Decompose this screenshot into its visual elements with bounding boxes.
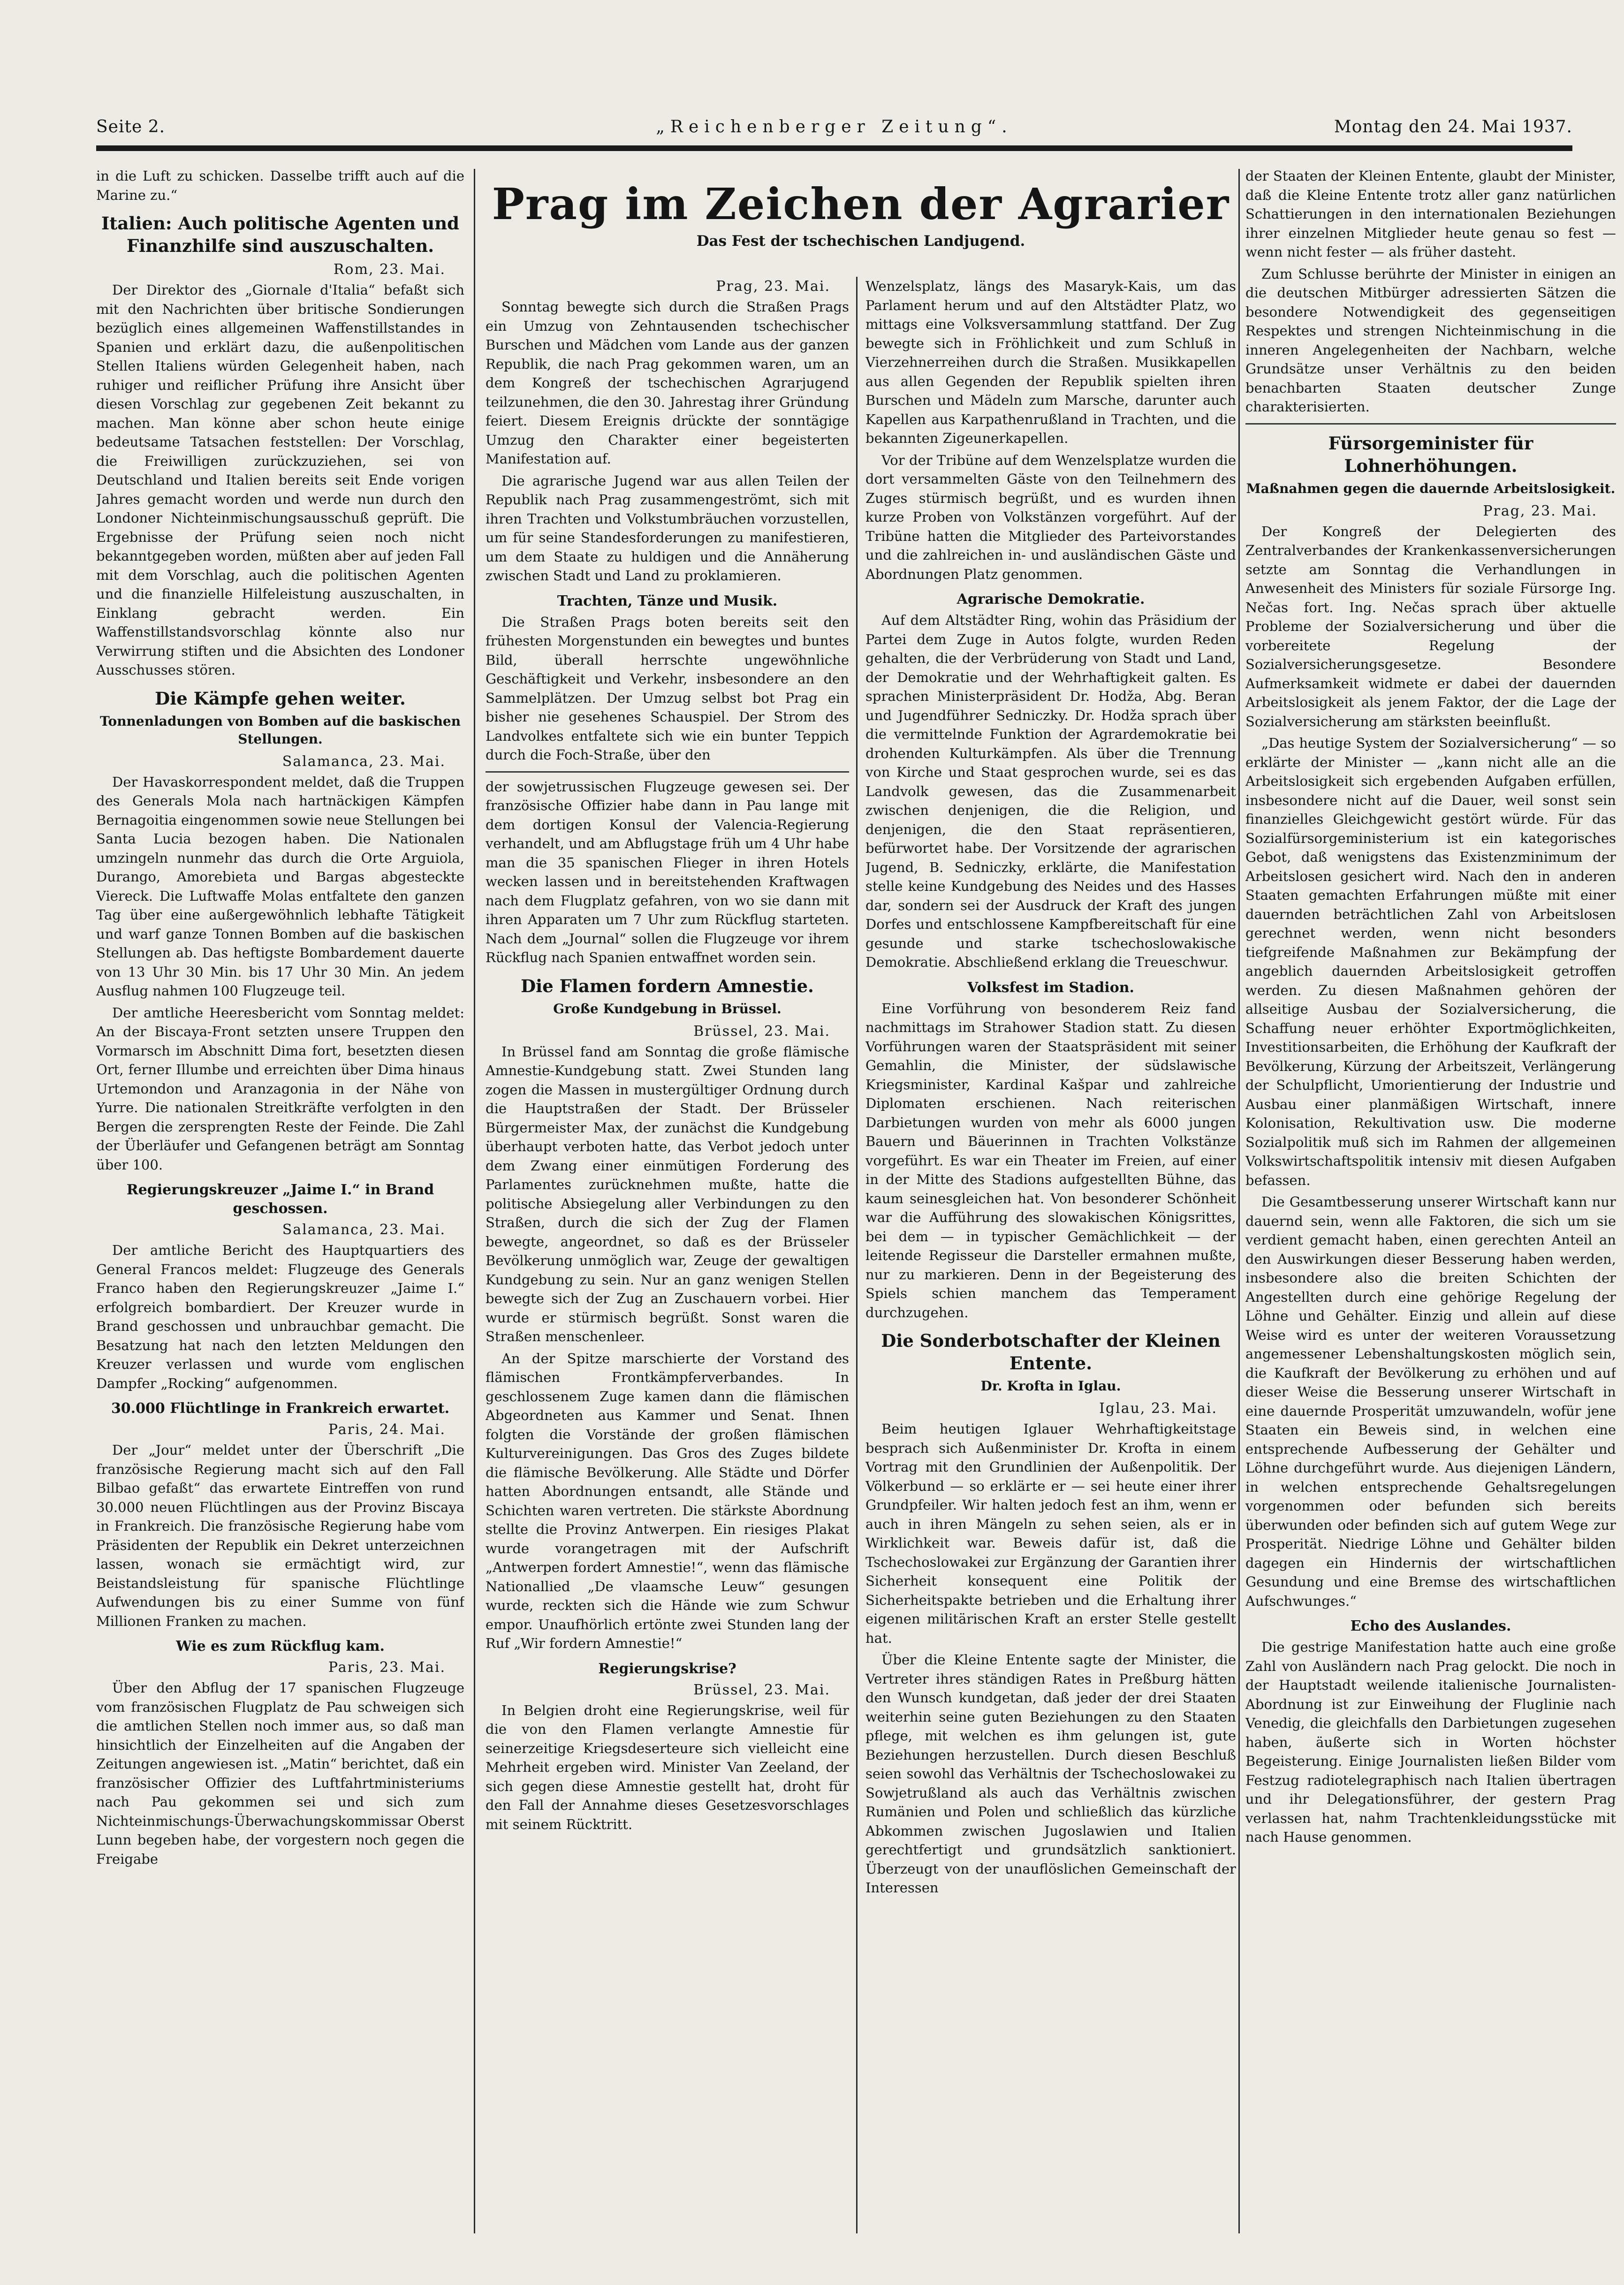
article-text: Über den Abflug der 17 spanischen Flugzeuge vom französischen Flugplatz de Pau schweigen sich die amtlichen Stellen noch immer aus, so daß man hinsichtlich der Einzelheiten auf die Angaben der Zeitungen angewiesen ist. „Matin“ berichtet, daß ein französischer Offizier des Luftfahrtministeriums nach Pau gekommen sei und sich zum Nichteinmischungs-Überwachungskommissar Oberst Lunn begeben habe, der vorgestern noch gegen die Freigabe	[96, 1680, 464, 1867]
headline-flemish: Die Flamen fordern Amnestie.	[521, 975, 814, 996]
section-rule	[1245, 423, 1616, 425]
header-rule	[96, 145, 1572, 151]
subheadline-foreign-echo: Echo des Auslandes.	[1350, 1618, 1511, 1634]
newspaper-name: „Reichenberger Zeitung“.	[656, 117, 1013, 137]
article-text: „Das heutige System der Sozialversicherung“ — so erklärte der Minister — „kann nicht alle an die Arbeitslosigkeit sich ergebenden Aufgaben erfüllen, insbesondere nicht auf die Dauer, weil sonst sein finanzielles Gleichgewicht gestört würde. Für das Sozialfürsorgeministerium ist ein kategorisches Gebot, daß wenigstens das Existenzminimum der Arbeitslosen gesichert wird. Nach den in anderen Staaten gemachten Erfahrungen müßte mit einer dauernden beträchtlichen Zahl von Arbeitslosen gerechnet werden, wenn nicht besonders tiefgreifende Maßnahmen zur Bekämpfung der angeblich dauernden Arbeitslosigkeit getroffen werden. Zu diesen Maßnahmen gehören der allseitige Ausbau der Sozialversicherung, die Schaffung neuer erhöhter Exportmöglichkeiten, Investitionsarbeiten, die Erhöhung der Kaufkraft der Bevölkerung, Kürzung der Arbeitszeit, Verlängerung der Schulpflicht, Umorientierung der Industrie und Ausbau einer planmäßigen Wirtschaft, innere Kolonisation, Rekultivation usw. Die moderne Sozialpolitik muß sich im Rahmen der allgemeinen Volkswirtschaftspolitik intensiv mit diesen Aufgaben befassen.	[1245, 735, 1616, 1188]
article-text: Vor der Tribüne auf dem Wenzelsplatze wurden die dort versammelten Gäste von den Teilnehmern des Zuges stürmisch begrüßt, und es wurden ihnen kurze Proben von Volkstänzen vorgeführt. Auf der Tribüne hatten die Mitglieder des Parteivorstandes und die zahlreichen in- und ausländischen Gäste und Abordnungen Platz genommen.	[865, 452, 1236, 582]
article-text: An der Spitze marschierte der Vorstand des flämischen Frontkämpferverbandes. In geschlossenem Zuge kamen dann die flämischen Abgeordneten aus Kammer und Senat. Ihnen folgten die Vorstände der großen flämischen Kulturvereinigungen. Das Gros des Zuges bildete die flämische Bevölkerung. Alle Städte und Dörfer hatten Abordnungen entsandt, alle Stände und Schichten waren vertreten. Die stärkste Abordnung stellte die Provinz Antwerpen. Ein riesiges Plakat wurde vorangetragen mit der Aufschrift „Antwerpen fordert Amnestie!“, wenn das flämische Nationallied „De vlaamsche Leuw“ gesungen wurde, reckten sich die Hände wie zum Schwur empor. Unaufhörlich ertönte zwei Stunden lang der Ruf „Wir fordern Amnestie!“	[486, 1350, 849, 1651]
article-text: der sowjetrussischen Flugzeuge gewesen sei. Der französische Offizier habe dann in Pau lange mit dem dortigen Konsul der Valencia-Regierung verhandelt, und am Abflugstage früh um 4 Uhr habe man die 35 spanischen Flieger in ihren Hotels wecken lassen und in bereitstehenden Kraftwagen nach dem Flugplatz gefahren, von wo sie dann mit ihren Apparaten um 7 Uhr zum Rückflug starteten. Nach dem „Journal“ sollen die Flugzeuge vor ihrem Rückflug nach Spanien entwaffnet worden sein.	[486, 778, 849, 965]
article-text: Zum Schlusse berührte der Minister in einigen an die deutschen Mitbürger adressierten Sätzen die besondere Notwendigkeit des gegenseitigen Respektes und strengen Nichteinmischung in die inneren Angelegenheiten der Nachbarn, welche Grundsätze unser Verhältnis zu den beiden benachbarten Staaten deutscher Zunge charakterisierten.	[1245, 266, 1616, 415]
article-text: Der Kongreß der Delegierten des Zentralverbandes der Krankenkassenversicherungen setzte am Sonntag die Verhandlungen in Anwesenheit des Ministers für soziale Fürsorge Ing. Nečas fort. Ing. Nečas sprach über aktuelle Probleme der Sozialversicherung und über die vorbereitete Regelung der Sozialversicherungsgesetze. Besondere Aufmerksamkeit widmete er dabei der dauernden Arbeitslosigkeit als jenem Faktor, der die Lage der Sozialversicherung am stärksten beeinflußt.	[1245, 523, 1616, 729]
article-text: In Belgien droht eine Regierungskrise, weil für die von den Flamen verlangte Amnestie für seinerzeitige Kriegsdeserteure sich vielleicht eine Mehrheit ergeben wird. Minister Van Zeeland, der sich gegen diese Amnestie gestellt hat, droht für den Fall der Annahme dieses Gesetzesvorschlages mit seinem Rücktritt.	[486, 1702, 849, 1832]
headline-welfare-minister: Fürsorgeminister für Lohnerhöhungen.	[1328, 433, 1533, 476]
dateline: Brüssel, 23. Mai.	[693, 1023, 830, 1040]
dateline: Salamanca, 23. Mai.	[282, 753, 446, 770]
article-text: Der amtliche Bericht des Hauptquartiers des General Francos meldet: Flugzeuge des Generals Franco haben den Regierungskreuzer „Jaime I.“ erfolgreich bombardiert. Der Kreuzer wurde in Brand geschossen und unbrauchbar gemacht. Die Besatzung hat nach den letzten Meldungen den Kreuzer verlassen und wurde vom englischen Dampfer „Rocking“ aufgenommen.	[96, 1242, 464, 1391]
column-2	[486, 277, 849, 2233]
dateline: Paris, 24. Mai.	[328, 1421, 446, 1438]
issue-date: Montag den 24. Mai 1937.	[1334, 117, 1572, 137]
subheadline-krofta: Dr. Krofta in Iglau.	[980, 1378, 1121, 1394]
headline-little-entente: Die Sonderbotschafter der Kleinen Entente.	[881, 1330, 1221, 1374]
article-text: Der „Jour“ meldet unter der Überschrift „Die französische Regierung macht sich auf den Fall Bilbao gefaßt“ das erwartete Eintreffen von rund 30.000 neuen Flüchtlingen aus der Provinz Biscaya in Frankreich. Die französische Regierung habe vom Präsidenten der Republik ein Dekret unterzeichnen lassen, wonach sie ermächtigt wird, zur Beistandsleistung für spanische Flüchtlinge Aufwendungen bis zu einer Summe von fünf Millionen Franken zu machen.	[96, 1442, 464, 1629]
subheadline-unemployment: Maßnahmen gegen die dauernde Arbeitslosigkeit.	[1246, 480, 1616, 496]
article-text: Die gestrige Manifestation hatte auch eine große Zahl von Ausländern nach Prag gelockt. Die noch in der Hauptstadt weilende italienische Journalisten-Abordnung ist zur Einweihung der Fluglinie nach Venedig, die gleichfalls den Darbietungen zugesehen haben, äußerte sich in Worten höchster Begeisterung. Einige Journalisten ließen Bilder vom Festzug radiotelegraphisch nach Italien übertragen und ihr Delegationsführer, der gestern Prag verlassen hat, nahm Trachtenkleidungsstücke mit nach Hause genommen.	[1245, 1639, 1616, 1845]
article-text: Der Havaskorrespondent meldet, daß die Truppen des Generals Mola nach hartnäckigen Kämpfen Bernagoitia eingenommen sowie neue Stellungen bei Santa Lucia bezogen haben. Die Nationalen umzingeln nunmehr das durch die Orte Arguiola, Durango, Amorebieta und Bargas abgesteckte Viereck. Die Luftwaffe Molas entfaltete den ganzen Tag über eine außergewöhnlich lebhafte Tätigkeit und warf ganze Tonnen Bomben auf die baskischen Stellungen ab. Das heftigste Bombardement dauerte von 13 Uhr 30 Min. bis 17 Uhr 30 Min. An jedem Ausflug nahmen 100 Flugzeuge teil.	[96, 774, 464, 999]
subheadline-brussels: Große Kundgebung in Brüssel.	[553, 1001, 782, 1017]
headline-italy: Italien: Auch politische Agenten und Finanzhilfe sind auszuschalten.	[101, 213, 459, 256]
article-text: Die agrarische Jugend war aus allen Teilen der Republik nach Prag zusammengeströmt, sich mit ihren Trachten und Volkstumbräuchen vorzustellen, um für seine Standesforderungen zu manifestieren, um dem Staate zu huldigen und die Annäherung zwischen Stadt und Land zu proklamieren.	[486, 472, 849, 584]
article-text: Über die Kleine Entente sagte der Minister, die Vertreter ihres ständigen Rates in Preßburg hätten den Wunsch kundgetan, daß jeder der drei Staaten weiterhin seine guten Beziehungen zu den Staaten pflege, mit welchen es ihm gelungen ist, gute Beziehungen herzustellen. Durch diesen Beschluß seien sowohl das Verhältnis der Tschechoslowakei zu Sowjetrußland als auch das Verhältnis zwischen Rumänien und Polen und schließlich das kürzliche Abkommen zwischen Jugoslawien und Italien gerechtfertigt und grundsätzlich sanktioniert. Überzeugt von der unauflöslichen Gemeinschaft der Interessen	[865, 1652, 1236, 1896]
dateline: Prag, 23. Mai.	[1483, 502, 1597, 519]
column-divider	[856, 277, 858, 2233]
column-3	[865, 277, 1236, 2233]
headline-refugees: 30.000 Flüchtlinge in Frankreich erwartet.	[111, 1400, 450, 1417]
article-text: Beim heutigen Iglauer Wehrhaftigkeitstage besprach sich Außenminister Dr. Krofta in einem Vortrag mit den Grundlinien der Außenpolitik. Der Völkerbund — so erklärte er — sei heute einer ihrer Grundpfeiler. Wir halten jedoch fest an ihm, wenn er auch in ihren Mängeln zu sehen seien, als er in Wirklichkeit war. Beweis dafür ist, daß die Tschechoslowakei zur Ergänzung der Garantien ihrer Sicherheit konsequent eine Politik der Sicherheitspakte betrieben und die Erhaltung ihrer eigenen militärischen Kraft an erster Stelle gestellt hat.	[865, 1421, 1236, 1646]
article-text: der Staaten der Kleinen Entente, glaubt der Minister, daß die Kleine Entente trotz aller ganz natürlichen Schattierungen in den internationalen Beziehungen ihrer einzelnen Mitglieder heute genau so fest — wenn nicht fester — als früher dasteht.	[1245, 168, 1616, 260]
dateline: Brüssel, 23. Mai.	[693, 1681, 830, 1698]
section-rule	[486, 771, 849, 773]
lead-headline-block	[486, 181, 1236, 250]
subheadline-bombs: Tonnenladungen von Bomben auf die baskischen Stellungen.	[99, 713, 461, 747]
headline-government-crisis: Regierungskrise?	[598, 1660, 736, 1677]
article-text: In Brüssel fand am Sonntag die große flämische Amnestie-Kundgebung statt. Zwei Stunden lang zogen die Massen in mustergültiger Ordnung durch die Hauptstraßen der Stadt. Der Brüsseler Bürgermeister Max, der zunächst die Kundgebung überhaupt verboten hatte, das Verbot jedoch unter dem Zwang einer einmütigen Forderung des Parlamentes zurücknehmen mußte, hatte die politische Absiegelung aller Verbindungen zu den Straßen, durch die sich der Zug der Flamen bewegte, angeordnet, so daß es der Brüsseler Bevölkerung unmöglich war, Zeuge der gewaltigen Kundgebung zu sein. Nur an ganz wenigen Stellen bewegte sich der Zug an Zuschauern vorbei. Hier wurde er stürmisch begrüßt. Sonst waren die Straßen menschenleer.	[486, 1043, 849, 1344]
article-text: Auf dem Altstädter Ring, wohin das Präsidium der Partei dem Zuge in Autos folgte, wurden Reden gehalten, die der Verbrüderung von Stadt und Land, der Demokratie und der Wehrhaftigkeit galten. Es sprachen Ministerpräsident Dr. Hodža, Abg. Beran und Jugendführer Sedniczky. Dr. Hodža sprach über die vermittelnde Funktion der Agrardemokratie bei drohenden Kulturkämpfen. Als über die Trennung von Kirche und Staat gesprochen wurde, sei es das Landvolk gewesen, das die Zusammenarbeit zwischen denjenigen, die die Religion, und denjenigen, die den Staat repräsentieren, befürwortet habe. Der Vorsitzende der agrarischen Jugend, B. Sedniczky, erklärte, die Manifestation stelle keine Kundgebung des Neides und des Hasses dar, sondern sei der Ausdruck der Kraft des jungen Dorfes und entschlossene Kampfbereitschaft für eine gesunde und starke tschechoslowakische Demokratie. Abschließend erklang die Treueschwur.	[865, 612, 1236, 970]
subheadline-costumes: Trachten, Tänze und Musik.	[557, 592, 778, 609]
column-divider	[474, 169, 475, 2233]
subheadline-agrarian-democracy: Agrarische Demokratie.	[956, 591, 1145, 607]
headline-fighting: Die Kämpfe gehen weiter.	[155, 688, 406, 709]
lead-headline: Prag im Zeichen der Agrarier	[492, 179, 1230, 229]
page-header	[96, 117, 1572, 145]
dateline: Rom, 23. Mai.	[333, 261, 446, 278]
dateline: Iglau, 23. Mai.	[1099, 1400, 1217, 1417]
dateline: Salamanca, 23. Mai.	[282, 1222, 446, 1238]
article-text: Wenzelsplatz, längs des Masaryk-Kais, um das Parlament herum und auf den Altstädter Platz, wo mittags eine Volksversammlung stattfand. Der Zug bewegte sich in Fröhlichkeit und zum Schluß in Vierzehnerreihen durch die Straßen. Musikkapellen aus allen Gegenden der Republik spielten ihren Burschen und Mädeln zum Marsche, darunter auch Kapellen aus Karpathenrußland in Trachten, und die bekannten Zigeunerkapellen.	[865, 278, 1236, 446]
article-text: Der amtliche Heeresbericht vom Sonntag meldet: An der Biscaya-Front setzten unsere Truppen den Vormarsch im Abschnitt Dima fort, besetzten diesen Ort, ferner Illumbe und erreichten über Dima hinaus Urtemondon und Aranzagonia in der Nähe von Yurre. Die nationalen Streitkräfte verfolgten in den Bergen die zersprengten Reste der Feinde. Die Zahl der Überläufer und Gefangenen beträgt am Sonntag über 100.	[96, 1004, 464, 1173]
article-text: Der Direktor des „Giornale d'Italia“ befaßt sich mit den Nachrichten über britische Sondierungen bezüglich eines allgemeinen Waffenstillstandes in Spanien und erklärt dazu, die außenpolitischen Stellen Italiens würden Gelegenheit haben, nach ruhiger und reiflicher Prüfung ihre Ansicht über diesen Vorschlag zur gegebenen Zeit bekannt zu machen. Man könne aber schon heute einige bedeutsame Tatsachen feststellen: Der Vorschlag, die Freiwilligen zurückzuziehen, sei von Deutschland und Italien bereits seit Ende vorigen Jahres gemacht worden und werde nun durch den Londoner Nichteinmischungsausschuß geprüft. Die Ergebnisse der Prüfung seien noch nicht bekanntgegeben worden, müßten aber auf jeden Fall mit dem Vorschlag, auch die politischen Agenten und die finanzielle Hilfeleistung auszuschalten, in Einklang gebracht werden. Ein Waffenstillstandsvorschlag könnte also nur Verwirrung stiften und die Absichten des Londoner Ausschusses stören.	[96, 282, 464, 678]
page-number: Seite 2.	[96, 117, 166, 137]
article-text: Die Straßen Prags boten bereits seit den frühesten Morgenstunden ein bewegtes und buntes Bild, überall herrschte ungewöhnliche Geschäftigkeit und Verkehr, insbesondere an den Sammelplätzen. Der Umzug selbst bot Prag ein bisher nie gesehenes Schauspiel. Der Strom des Landvolkes entfaltete sich wie ein bunter Teppich durch die Foch-Straße, über den	[486, 614, 849, 763]
article-text: Sonntag bewegte sich durch die Straßen Prags ein Umzug von Zehntausenden tschechischer Burschen und Mädchen vom Lande aus der ganzen Republik, die nach Prag gekommen waren, um an dem Kongreß der tschechischen Agrarjugend teilzunehmen, die den 30. Jahrestag ihrer Gründung feiert. Diesem Ereignis drückte der sonntägige Umzug den Charakter einer begeisterten Manifestation auf.	[486, 299, 849, 467]
article-text: Die Gesamtbesserung unserer Wirtschaft kann nur dauernd sein, wenn alle Faktoren, die sich um sie verdient gemacht haben, einen gerechten Anteil an den Auswirkungen dieser Besserung haben werden, insbesondere also die breiten Schichten der Angestellten durch eine gehörige Regelung der Löhne und Gehälter. Einzig und allein auf diese Weise wird es unter der weiteren Voraussetzung angemessener Lebenshaltungskosten möglich sein, die Kaufkraft der Bevölkerung zu erhöhen und auf dieser Weise die Besserung unserer Wirtschaft in eine dauernde Prosperität umzuwandeln, wofür jene Staaten ein Beweis sind, in welchen eine entsprechende Aufbesserung der Gehälter und Löhne durchgeführt wurde. Aus diejenigen Ländern, in welchen entsprechende Gehaltsregelungen vorgenommen oder befunden sich bereits überwunden oder befinden sich auf gutem Wege zur Prosperität. Niedrige Löhne und Gehälter bilden dagegen ein Hindernis der wirtschaftlichen Gesundung und eine Bremse des wirtschaftlichen Aufschwunges.“	[1245, 1194, 1616, 1609]
headline-cruiser: Regierungskreuzer „Jaime I.“ in Brand geschossen.	[126, 1182, 434, 1217]
headline-return-flight: Wie es zum Rückflug kam.	[176, 1638, 385, 1655]
column-4	[1245, 167, 1616, 2233]
dateline: Prag, 23. Mai.	[716, 278, 830, 295]
column-divider	[1238, 169, 1240, 2233]
article-text: Eine Vorführung von besonderem Reiz fand nachmittags im Strahower Stadion statt. Zu diesen Vorführungen waren der Staatspräsident mit seiner Gemahlin, die Minister, der südslawische Kriegsminister, Kardinal Kašpar und zahlreiche Diplomaten erschienen. Nach reiterischen Darbietungen wurden von mehr als 6000 jungen Bauern und Bäuerinnen in Trachten Volkstänze vorgeführt. Es war ein Theater im Freien, auf einer in der Mitte des Stadions aufgestellten Bühne, das kaum seinesgleichen hat. Von besonderer Schönheit war die Aufführung des slowakischen Königsrittes, bei dem — in typischer Gemächlichkeit — der leitende Regisseur die Darsteller ermahnen mußte, nur zu markieren. Denn in der Begeisterung des Spiels schien manchem das Temperament durchzugehen.	[865, 1000, 1236, 1321]
column-1	[96, 167, 464, 2233]
dateline: Paris, 23. Mai.	[328, 1659, 446, 1676]
subheadline-stadium: Volksfest im Stadion.	[967, 979, 1134, 996]
lead-subheadline: Das Fest der tschechischen Landjugend.	[696, 233, 1025, 250]
article-text: in die Luft zu schicken. Dasselbe trifft auch auf die Marine zu.“	[96, 168, 464, 203]
